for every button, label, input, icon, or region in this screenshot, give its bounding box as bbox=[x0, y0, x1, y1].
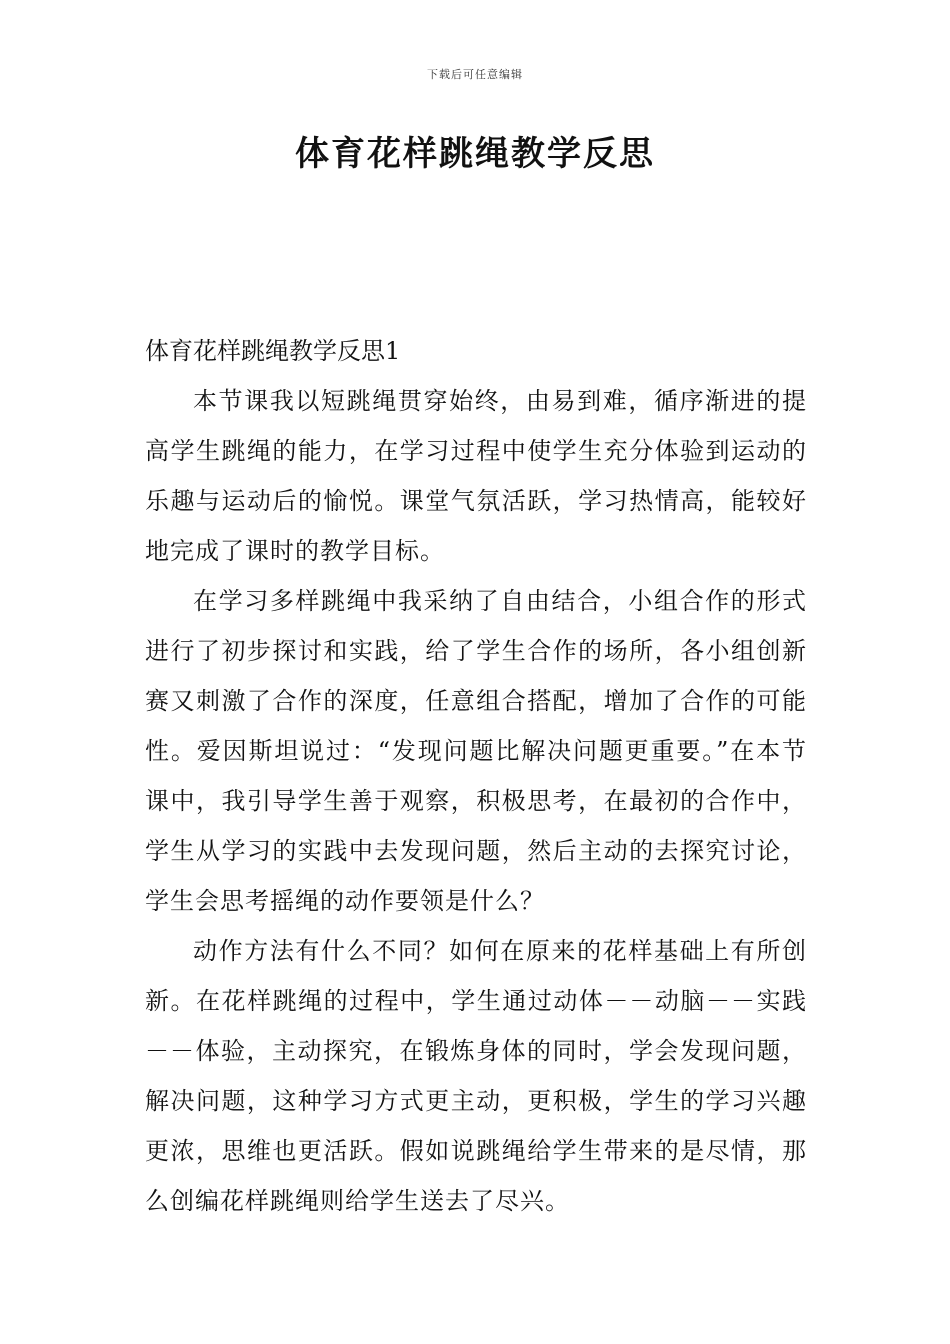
section-heading: 体育花样跳绳教学反思1 bbox=[145, 337, 401, 365]
paragraph-3: 动作方法有什么不同？如何在原来的花样基础上有所创新。在花样跳绳的过程中，学生通过动体－－动脑－－实践－－体验，主动探究，在锻炼身体的同时，学会发现问题，解决问题，这种学习方式更主动，更积极，学生的学习兴趣更浓，思维也更活跃。假如说跳绳给学生带来的是尽情，那么创编花样跳绳则给学生送去了尽兴。 bbox=[145, 937, 807, 1215]
paragraph-1: 本节课我以短跳绳贯穿始终，由易到难，循序渐进的提高学生跳绳的能力，在学习过程中使学生充分体验到运动的乐趣与运动后的愉悦。课堂气氛活跃，学习热情高，能较好地完成了课时的教学目标。 bbox=[145, 387, 807, 565]
paragraph-2: 在学习多样跳绳中我采纳了自由结合，小组合作的形式进行了初步探讨和实践，给了学生合作的场所，各小组创新赛又刺激了合作的深度，任意组合搭配，增加了合作的可能性。爱因斯坦说过：“发现问题比解决问题更重要。”在本节课中，我引导学生善于观察，积极思考，在最初的合作中，学生从学习的实践中去发现问题，然后主动的去探究讨论，学生会思考摇绳的动作要领是什么？ bbox=[145, 587, 807, 915]
document-title: 体育花样跳绳教学反思 bbox=[295, 134, 655, 174]
document-body bbox=[145, 326, 807, 1226]
header-note: 下载后可任意编辑 bbox=[427, 68, 523, 81]
